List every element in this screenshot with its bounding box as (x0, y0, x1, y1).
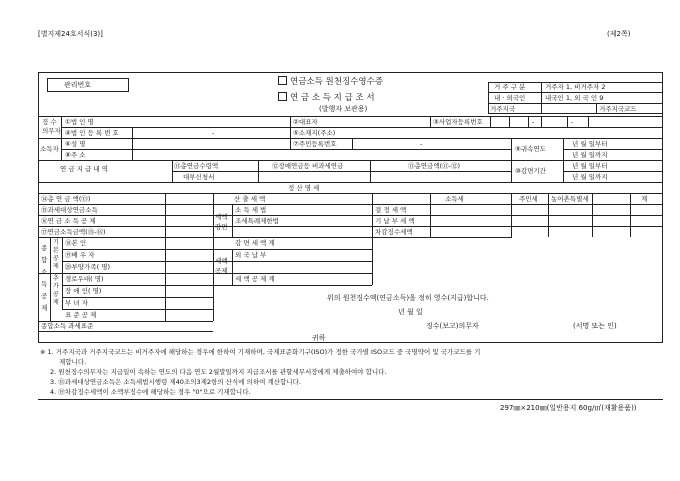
title-note: (발행자 보관용) (319, 105, 368, 113)
standard-deduction-row: 표 준 공 제 (65, 311, 97, 319)
recipient-name-label: ⑥성 명 (65, 140, 86, 148)
form-number: [별지제24호서식(3)] (38, 30, 103, 38)
pension-deduction-row: ⑯연 금 소 득 공 제 (41, 217, 96, 225)
note-1-cont: 재합니다. (59, 358, 87, 366)
signature-label: (서명 또는 인) (573, 322, 617, 330)
net-withholding-row: 차감징수세액 (375, 228, 413, 236)
dash-icon: - (420, 140, 423, 148)
prepaid-tax-row: 기 납 부 세 액 (375, 217, 415, 225)
confirmation-text: 위의 원천징수액(연금소득)을 정히 영수(지급)합니다. (327, 294, 489, 302)
date-line: 년 월 일 (398, 308, 423, 316)
total-pension-sub-label: 대부신청서 (183, 173, 215, 181)
statement-checkbox[interactable] (278, 92, 287, 101)
year-from: 년 월 일부터 (572, 140, 608, 148)
receipt-checkbox[interactable] (278, 76, 287, 85)
determined-tax-row: 결 정 세 액 (375, 206, 407, 214)
special-tax-act-row: 조세특례제한법 (235, 217, 279, 225)
dash-icon: - (571, 118, 574, 126)
taxable-pension-row: ⑮과세대상연금소득 (41, 206, 98, 214)
exemption-period-label: ⑩감면기간 (515, 167, 546, 175)
note-3: 3. ⑮과세대상연금소득은 소득세법시행령 제40조의3제2항의 산식에 의하여 계산합니다. (50, 378, 301, 386)
dash-icon: - (212, 129, 215, 137)
foreign-tax-row: 외 국 납 부 (235, 251, 267, 259)
title-line-1: 연금소득 원천징수영수증 (278, 76, 383, 87)
pension-income-row: ⑰연금소득금액(⑮-⑯) (41, 228, 106, 236)
residence-country-label: 거주지국 (490, 105, 516, 113)
tax-calc-header: 정 산 명 세 (288, 184, 320, 192)
residence-country-code-label: 거주지국코드 (599, 105, 637, 113)
total-tax-header: 계 (641, 195, 648, 203)
note-2: 2. 원천징수의무자는 지급일이 속하는 연도의 다음 연도 2월말일까지 지급조서를 관할세무서장에게 제출하여야 합니다. (50, 368, 387, 376)
addressee-label: 귀하 (312, 334, 326, 342)
biz-reg-no-label: ③사업자등록번호 (433, 118, 483, 126)
credit-total-row: 세 액 공 제 계 (235, 275, 275, 283)
non-taxable-pension-label: ⑫장애연금등 비과세연금 (272, 162, 344, 170)
elderly-row: 경로우대( 명) (65, 275, 104, 283)
page-number: (제2쪽) (607, 30, 631, 38)
management-number-label: 관리번호 (64, 81, 92, 89)
payer-group-label: 징 수 의무자 (42, 118, 61, 135)
calculated-tax-row: 산 출 세 액 (234, 195, 266, 203)
title-line-2: 연 금 소 득 지 급 조 서 (278, 92, 375, 103)
rural-tax-header: 농어촌특별세 (551, 195, 589, 203)
additional-deduction-group-label: 추 가 공 제 (53, 275, 59, 306)
attribution-year-label: ⑨귀속연도 (515, 145, 546, 153)
exemption-total-row: 감 면 세 액 계 (235, 239, 275, 247)
address-label: ⑤소재지(주소) (293, 129, 336, 137)
recipient-address-label: ⑧주 소 (65, 151, 86, 159)
pay-details-label: 연 금 지 급 내 역 (60, 165, 109, 173)
paper-spec-footer: 297㎜×210㎜(일반용지 60g/㎡(재활용품)) (500, 404, 637, 412)
tax-credit-group-label: 세액 공제 (215, 257, 228, 275)
basic-dependents-row: ⑳부양가족( 명) (65, 263, 111, 271)
business-name-label: ①법 인 명 (65, 118, 94, 126)
taxable-base-row: 종합소득 과세표준 (41, 322, 94, 330)
residence-type-value: 거주자 1, 비거주자 2 (545, 83, 606, 91)
obligor-label: 징수(보고)의무자 (426, 322, 479, 330)
disabled-row: 장 애 인( 명) (65, 287, 102, 295)
residence-type-label: 거 주 구 분 (494, 83, 526, 91)
representative-label: ②대표자 (293, 118, 318, 126)
dash-icon: - (532, 118, 535, 126)
basic-deduction-group-label: 기 본 공 제 (53, 239, 59, 270)
total-pension-amount-label: ⑬총연금액(⑪-⑫) (408, 162, 461, 170)
period-from: 년 월 일부터 (572, 162, 608, 170)
note-1: ※ 1. 거주지국과 거주지국코드는 비거주자에 해당하는 경우에 한하여 기재하며, 국제표준화기구(ISO)가 정한 국가별 ISO코드 중 국명약어 및 국가코드를 기 (40, 348, 481, 356)
period-to: 년 월 일까지 (572, 173, 608, 181)
female-householder-row: 부 녀 자 (65, 299, 88, 307)
resident-no-label: ⑦주민등록번호 (293, 140, 337, 148)
deduction-group-label: 종 합 소 득 공 제 (41, 244, 48, 312)
corp-reg-no-label: ④법 인 등 록 번 호 (65, 129, 119, 137)
nationality-value: 내국인 1, 외 국 인 9 (545, 94, 604, 102)
tax-exemption-group-label: 세액 감면 (215, 213, 228, 231)
resident-tax-header: 주민세 (519, 195, 538, 203)
basic-spouse-row: ⑲배 우 자 (65, 251, 95, 259)
income-tax-act-row: 소 득 세 법 (235, 206, 267, 214)
income-tax-header: 소득세 (445, 195, 464, 203)
recipient-group-label: 소득자 (40, 145, 59, 153)
year-to: 년 월 일까지 (572, 151, 608, 159)
total-pension-row: ⑭총 연 금 액(⑬) (41, 195, 91, 203)
note-4: 4. ⑲차감징수세액이 소액부징수에 해당하는 경우 "0"으로 기재합니다. (50, 388, 251, 396)
total-pension-received-label: ⑪총연금수령액 (174, 162, 219, 170)
nationality-label: 내 · 외국인 (494, 94, 526, 102)
basic-self-row: ⑱본 인 (65, 239, 87, 247)
